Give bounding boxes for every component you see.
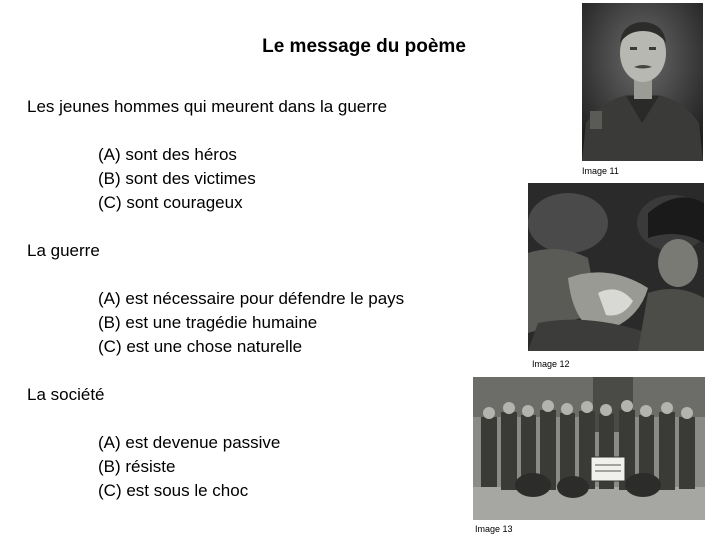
question-1-option-a: (A) sont des héros: [98, 145, 237, 164]
question-3-option-a: (A) est devenue passive: [98, 433, 281, 452]
question-3-options: [98, 431, 280, 503]
question-1-option-c: (C) sont courageux: [98, 193, 243, 212]
image-12-caption: Image 12: [532, 359, 570, 369]
question-1-prompt: Les jeunes hommes qui meurent dans la guerre: [27, 97, 388, 116]
slide-title: Le message du poème: [262, 36, 466, 57]
question-2-option-a: (A) est nécessaire pour défendre le pays: [98, 289, 405, 308]
question-2-option-c: (C) est une chose naturelle: [98, 337, 303, 356]
question-3-option-b: (B) résiste: [98, 457, 176, 476]
image-13-caption: Image 13: [475, 524, 513, 534]
image-12-wounded-soldier: [528, 183, 704, 351]
question-1-option-b: (B) sont des victimes: [98, 169, 256, 188]
question-2-prompt: La guerre: [27, 241, 100, 260]
question-3-prompt: La société: [27, 385, 105, 404]
question-2-options: [98, 287, 404, 359]
question-3-option-c: (C) est sous le choc: [98, 481, 249, 500]
question-2-option-b: (B) est une tragédie humaine: [98, 313, 318, 332]
image-13-soldiers-group: [473, 377, 705, 520]
image-11-caption: Image 11: [582, 166, 619, 176]
image-11-soldier-portrait: [582, 3, 703, 161]
question-1-options: [98, 143, 256, 215]
